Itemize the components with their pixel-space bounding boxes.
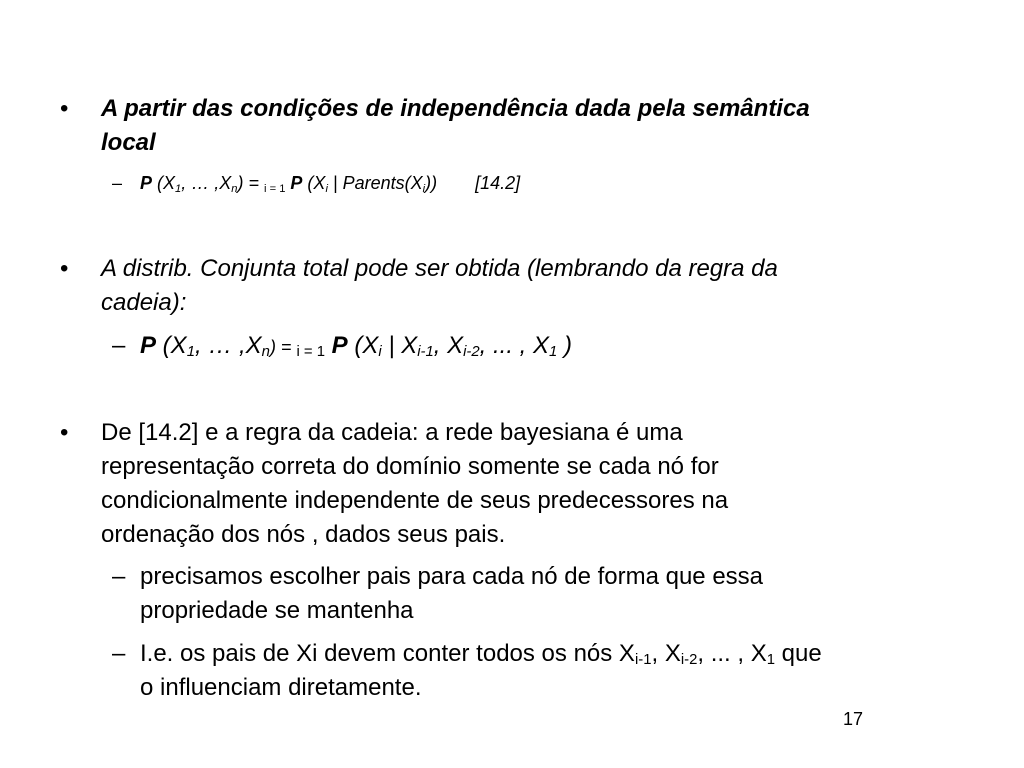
dash-marker: – [112,640,126,667]
text-line: local [101,129,156,156]
formula-text: P ($X_1$, … $,X_n) = _{i = 1}$ P ($X_i$ | $Parents(X_i)$) [14.2] [140,173,521,195]
sub-item-3-2 [112,637,972,707]
text-line: cadeia): [101,289,187,316]
sub-item-2-formula [112,329,972,363]
sub-item-3-1-text [140,560,960,628]
bullet-marker: • [60,255,69,282]
sub-item-1-formula [112,170,972,198]
text-line: o influenciam diretamente. [140,674,422,701]
text-line: ordenação dos nós , dados seus pais. [101,521,506,548]
bullet-marker: • [60,419,69,446]
bullet-item-3-text [101,416,951,552]
sub-item-3-1 [112,560,972,630]
bullet-item-3 [60,416,960,556]
dash-marker: – [112,563,126,590]
bullet-item-1 [60,92,960,162]
sub-item-3-2-text [140,637,960,705]
formula-text: P ($X_1$, … $,X_n) = _{i = 1}$ P ($X_i$ | $X_{i-1}$, $X_{i-2}$, ... , $X_1$ ) [140,332,572,360]
text-line: propriedade se mantenha [140,597,414,624]
page-number: 17 [843,709,864,729]
text-line: I.e. os pais de Xi devem conter todos os nós $X_{i-1}$, $X_{i-2}$, ... , $X_1$ que [140,640,822,668]
text-line: A distrib. Conjunta total pode ser obtida (lembrando da regra da [101,255,778,282]
equation-reference: [14.2] [475,173,521,193]
dash-marker: – [112,173,123,193]
bullet-marker: • [60,95,69,122]
bullet-item-2-text [101,252,951,320]
text-line: representação correta do domínio somente se cada nó for [101,453,719,480]
text-line: A partir das condições de independência dada pela semântica [101,95,810,122]
bullet-item-1-text [101,92,951,160]
bullet-item-2 [60,252,960,322]
text-line: De [14.2] e a regra da cadeia: a rede bayesiana é uma [101,419,683,446]
text-line: condicionalmente independente de seus predecessores na [101,487,729,514]
dash-marker: – [112,332,126,359]
text-line: precisamos escolher pais para cada nó de forma que essa [140,563,764,590]
